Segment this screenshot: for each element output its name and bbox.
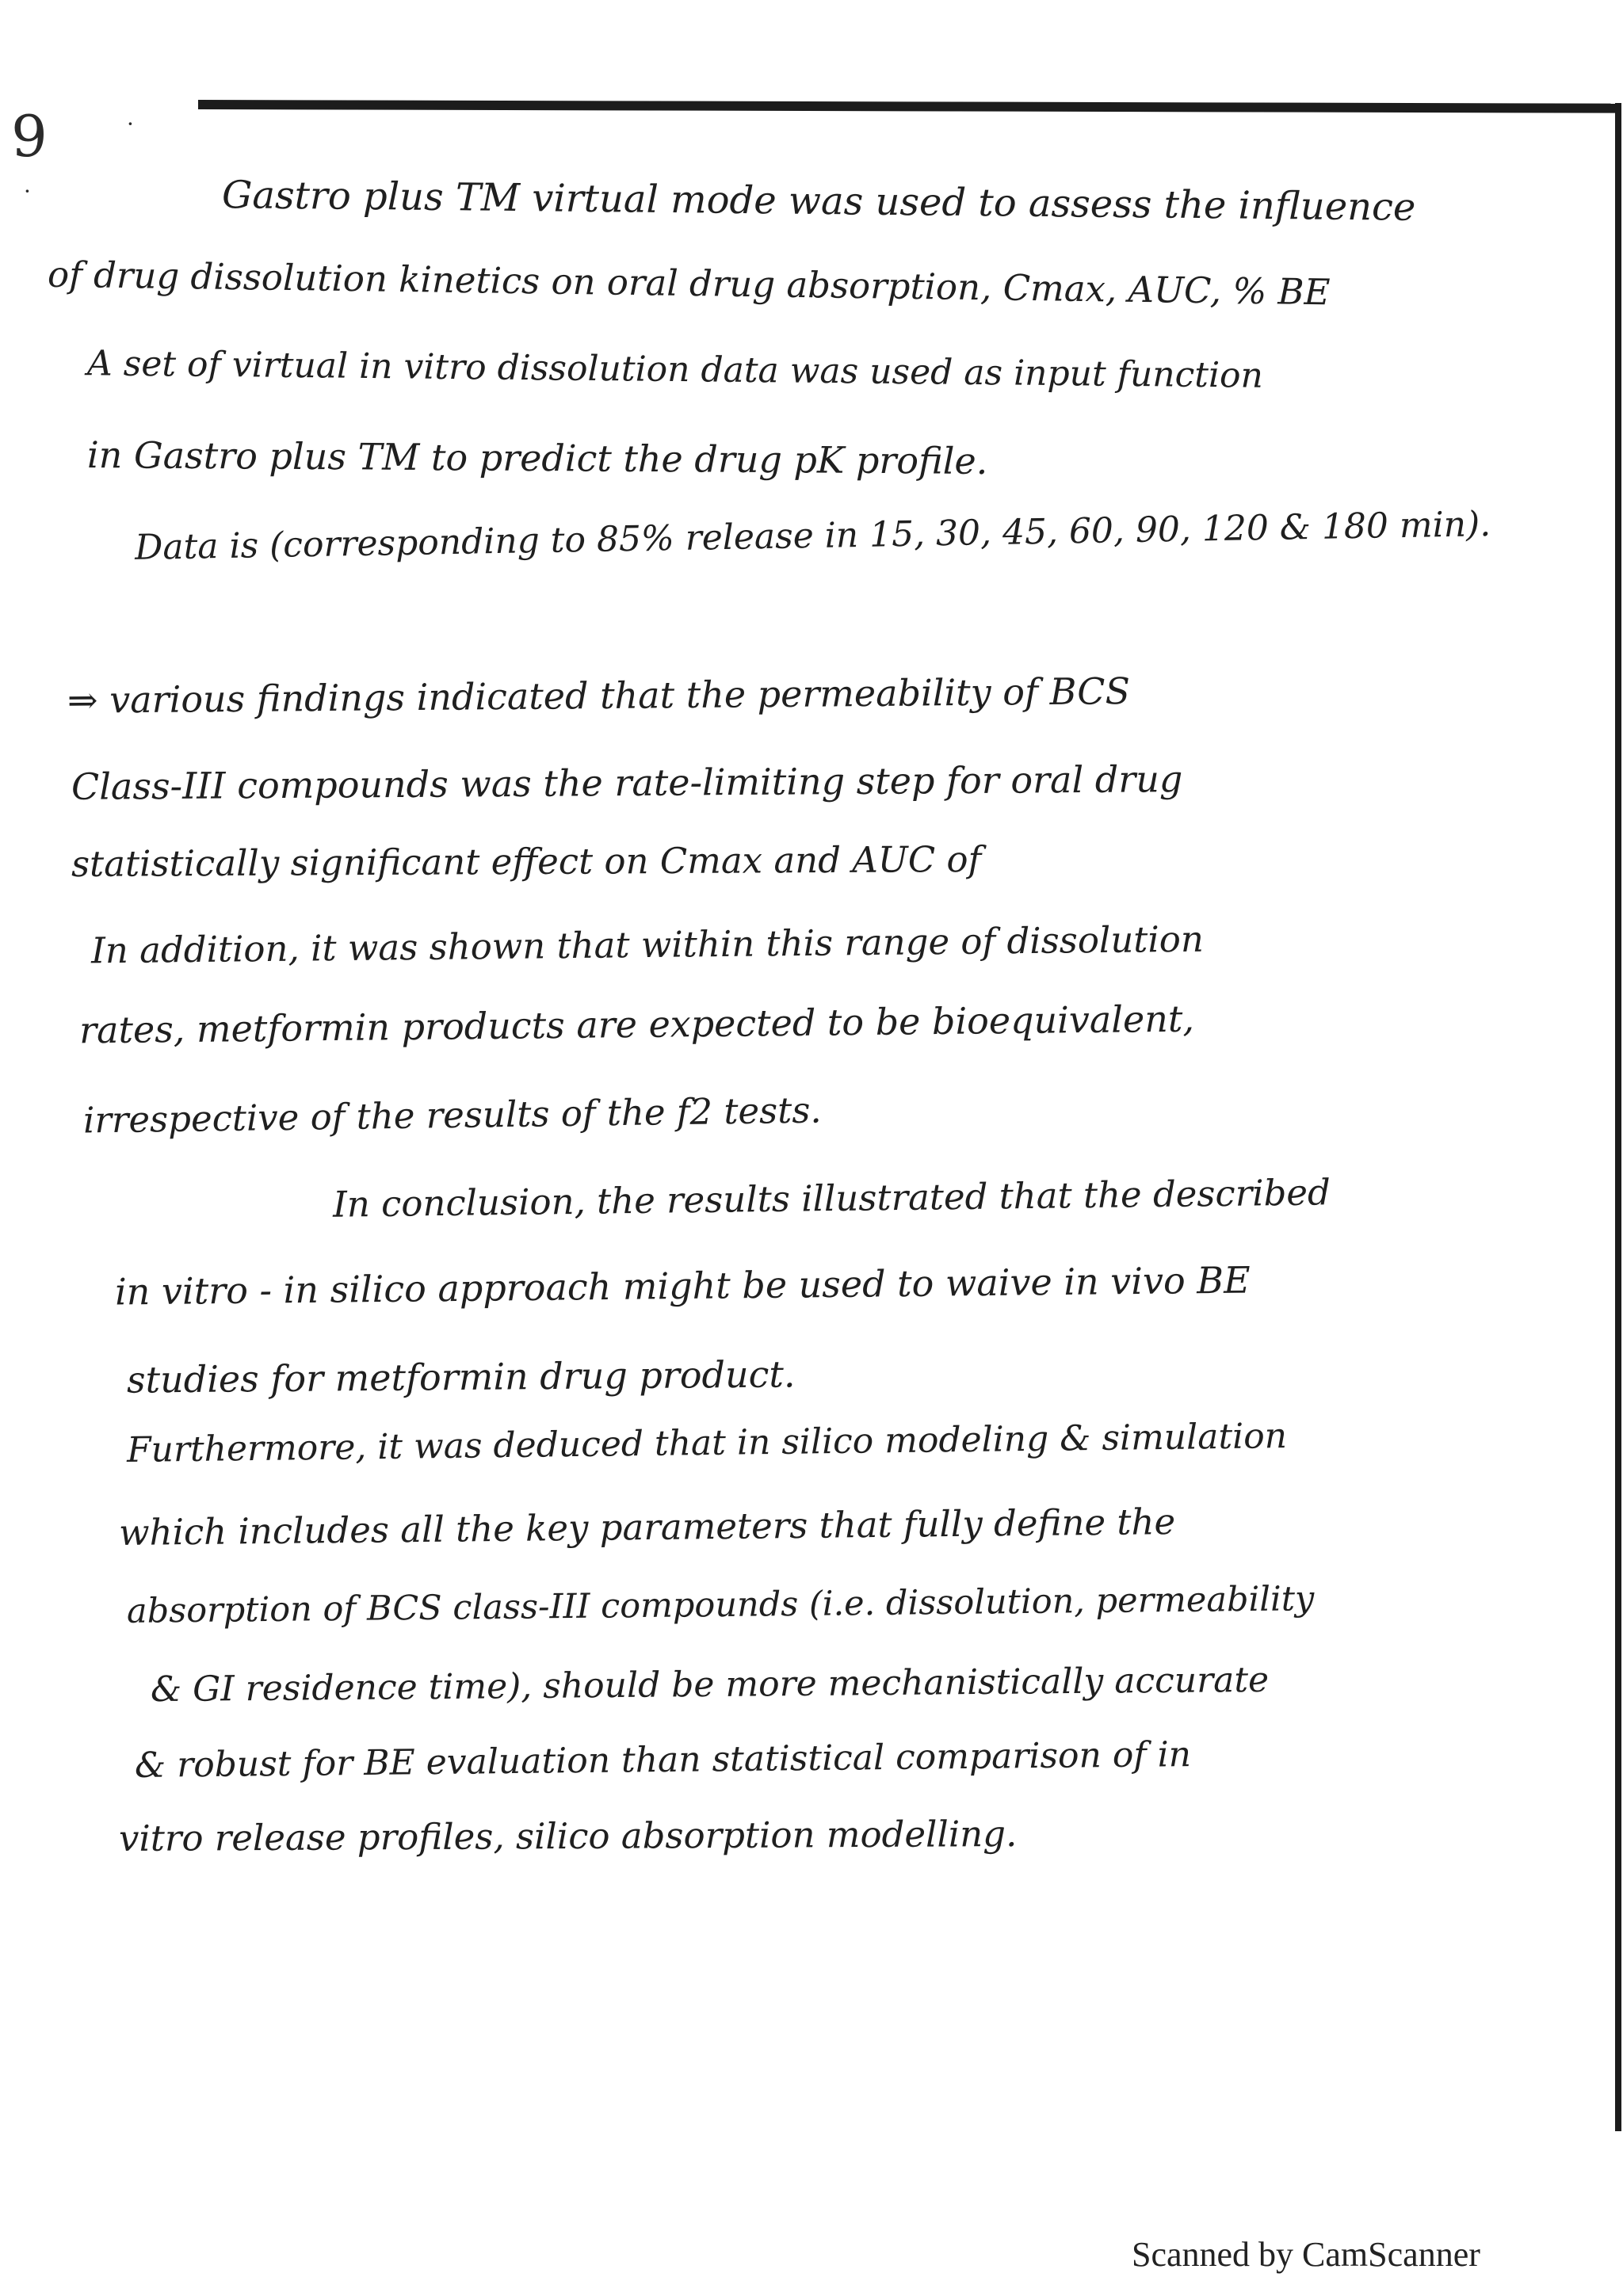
text-line: absorption of BCS class-III compounds (i.e. dissolution, permeability bbox=[126, 1579, 1315, 1631]
text-line: ⇒ various findings indicated that the permeability of BCS bbox=[67, 669, 1131, 722]
top-border-line bbox=[198, 100, 1617, 113]
text-line: irrespective of the results of the f2 tests. bbox=[82, 1089, 823, 1142]
text-line: & GI residence time), should be more mechanistically accurate bbox=[150, 1659, 1270, 1711]
text-line: of drug dissolution kinetics on oral drug absorption, Cmax, AUC, % BE bbox=[47, 253, 1331, 314]
text-line: & robust for BE evaluation than statistical comparison of in bbox=[134, 1734, 1192, 1786]
text-line: In addition, it was shown that within this range of dissolution bbox=[90, 917, 1205, 972]
corner-mark: 9 bbox=[11, 103, 48, 170]
right-border-line bbox=[1615, 103, 1621, 2131]
text-line: statistically significant effect on Cmax and AUC of bbox=[71, 837, 982, 886]
text-line: studies for metformin drug product. bbox=[126, 1352, 796, 1402]
decorative-dot: · bbox=[127, 111, 134, 137]
text-line: in vitro - in silico approach might be used to waive in vivo BE bbox=[114, 1258, 1251, 1314]
text-line: Class-III compounds was the rate-limiting step for oral drug bbox=[71, 757, 1183, 808]
text-line: vitro release profiles, silico absorption modelling. bbox=[118, 1813, 1018, 1859]
text-line: Data is (corresponding to 85% release in 15, 30, 45, 60, 90, 120 & 180 min). bbox=[134, 504, 1491, 568]
text-line: in Gastro plus TM to predict the drug pK profile. bbox=[86, 433, 988, 482]
text-line: rates, metformin products are expected to be bioequivalent, bbox=[78, 997, 1195, 1052]
text-line: A set of virtual in vitro dissolution data was used as input function bbox=[86, 343, 1264, 396]
text-line: Gastro plus TM virtual mode was used to assess the influence bbox=[221, 173, 1416, 230]
text-line: Furthermore, it was deduced that in silico modeling & simulation bbox=[126, 1416, 1288, 1470]
decorative-dot: · bbox=[24, 178, 31, 204]
text-line: In conclusion, the results illustrated that the described bbox=[332, 1171, 1331, 1226]
text-line: which includes all the key parameters that fully define the bbox=[118, 1501, 1176, 1554]
scanner-watermark: Scanned by CamScanner bbox=[1132, 2235, 1480, 2274]
